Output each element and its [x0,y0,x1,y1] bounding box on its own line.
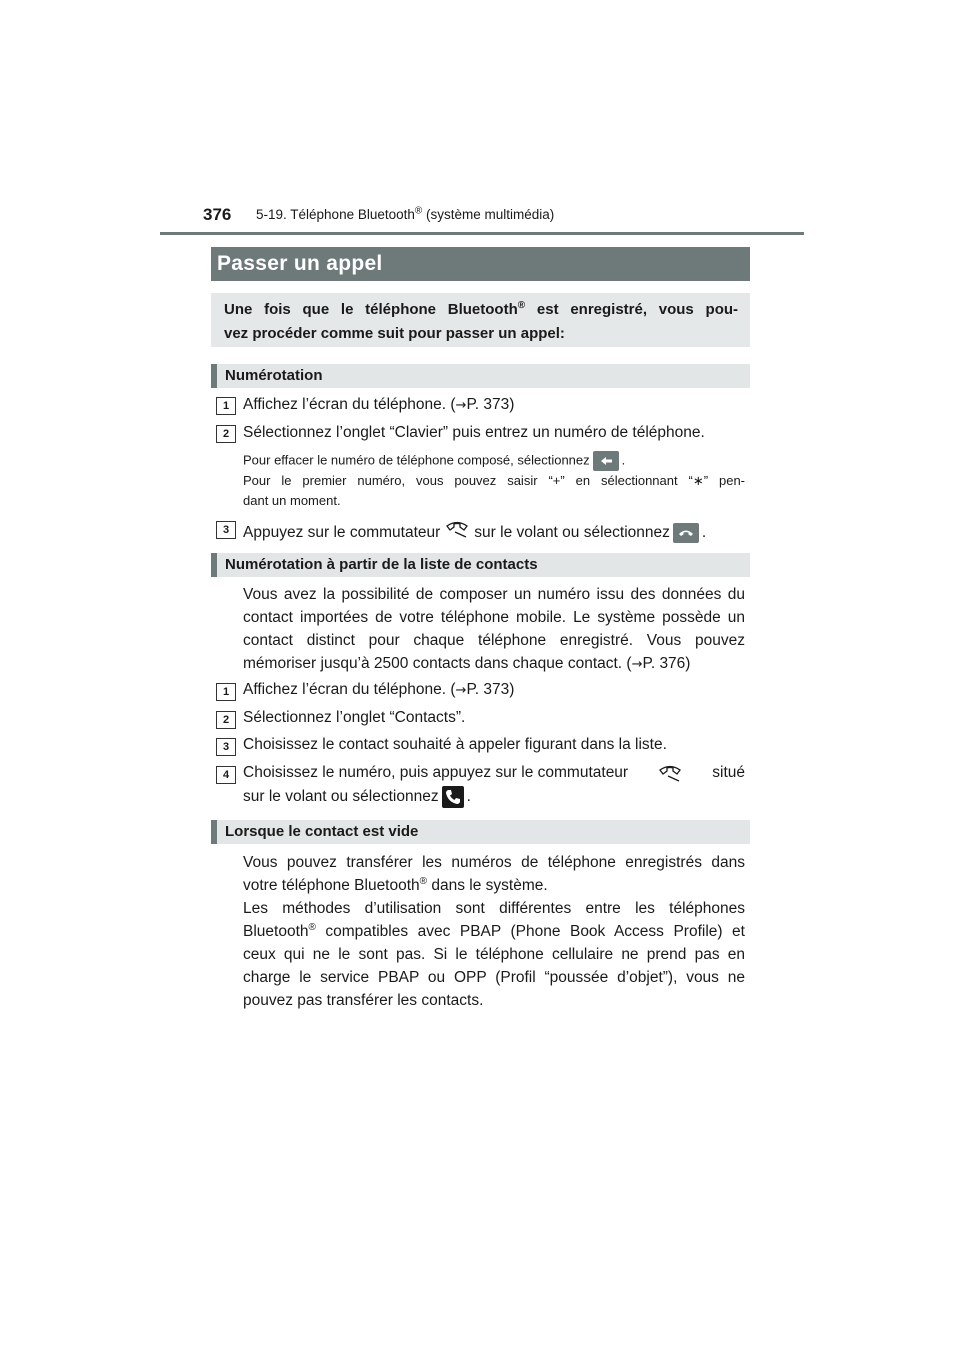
step-text: sur le volant ou sélectionnez . [243,786,471,808]
step-text: Choisissez le numéro, puis appuyez sur le commutateur situé [243,764,745,781]
section-banner: Passer un appel [211,247,750,281]
chapter-title: 5-19. Téléphone Bluetooth® (système multimédia) [256,205,555,222]
step-number: 4 [216,766,236,784]
step-text: Choisissez le contact souhaité à appeler figurant dans la liste. [243,736,667,753]
step-number: 2 [216,425,236,443]
note-text: Pour le premier numéro, vous pouvez saisir “+” en sélectionnant “∗” pen- [243,473,745,488]
contacts-paragraph: Vous avez la possibilité de composer un numéro issu des données du contact importées de votre téléphone mobile. Le système possède un contact distinct pour chaque téléphone enregistré. Vous pouvez mémoriser jusqu’à 2500 contacts dans chaque contact. (→P. 376) [243,586,745,672]
step-text: Affichez l’écran du téléphone. (→P. 373) [243,396,515,413]
section-heading-empty-contact: Lorsque le contact est vide [211,820,750,844]
step-number: 3 [216,521,236,539]
intro-box: Une fois que le téléphone Bluetooth® est enregistré, vous pou- vez procéder comme suit pour passer un appel: [211,293,750,347]
note-text: dant un moment. [243,493,341,508]
phone-switch-icon [444,519,470,539]
step-number: 3 [216,738,236,756]
step-number: 1 [216,683,236,701]
step-text: Sélectionnez l’onglet “Contacts”. [243,709,466,726]
phone-icon [442,786,464,808]
step-text: Sélectionnez l’onglet “Clavier” puis entrez un numéro de téléphone. [243,424,705,441]
header-rule [160,232,804,235]
step-text: Appuyez sur le commutateur sur le volant ou sélectionnez . [243,519,706,543]
phone-switch-icon [657,763,683,783]
section-heading-dialing: Numérotation [211,364,750,388]
call-handset-icon [673,523,699,543]
step-number: 2 [216,711,236,729]
note-text: Pour effacer le numéro de téléphone composé, sélectionnez . [243,451,625,471]
step-text: Affichez l’écran du téléphone. (→P. 373) [243,681,515,698]
step-number: 1 [216,397,236,415]
page-number: 376 [203,205,232,224]
back-arrow-icon [593,451,619,471]
empty-contact-paragraph: Vous pouvez transférer les numéros de téléphone enregistrés dans votre téléphone Bluetooth® dans le système. Les méthodes d’utilisation sont différentes entre les téléphones Bluetooth® compatibles avec PBAP (Phone Book Access Profile) et ceux qui ne le sont pas. Si le téléphone cellulaire ne prend pas en charge le service PBAP ou OPP (Profil “poussée d’objet”), vous ne pouvez pas transférer les contacts. [243,854,745,1009]
section-heading-contacts: Numérotation à partir de la liste de contacts [211,553,750,577]
